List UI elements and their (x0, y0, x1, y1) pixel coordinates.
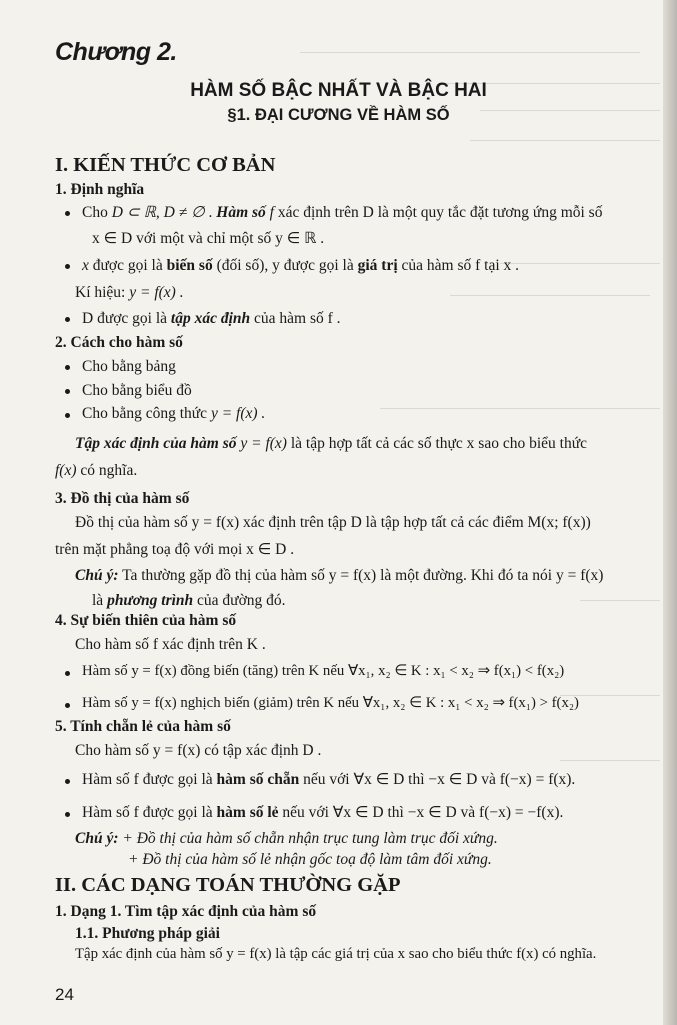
decreasing-rule: Hàm số y = f(x) nghịch biến (giảm) trên K nếu ∀x₁, x₂ ∈ K : x₁ < x₂ ⇒ f(x₁) > f(x₂) (82, 695, 579, 711)
method-item-chart: Cho bằng biểu đồ (82, 382, 192, 399)
method-item-table: Cho bằng bảng (82, 358, 176, 375)
bullet-icon (65, 779, 70, 784)
graph-note-line-2: là phương trình của đường đó. (92, 592, 286, 609)
definition-bullet-3: D được gọi là tập xác định của hàm số f . (82, 310, 341, 327)
chapter-label: Chương 2. (55, 38, 177, 66)
parity-note-2: + Đồ thị của hàm số lẻ nhận gốc toạ độ làm tâm đối xứng. (128, 851, 492, 868)
page-number: 24 (55, 985, 74, 1004)
parity-heading: 5. Tính chẵn lẻ của hàm số (55, 718, 231, 735)
section-2-heading: II. CÁC DẠNG TOÁN THƯỜNG GẶP (55, 874, 401, 896)
definition-heading: 1. Định nghĩa (55, 181, 145, 198)
notation-line: Kí hiệu: y = f(x) . (75, 284, 184, 301)
even-function-rule: Hàm số f được gọi là hàm số chẵn nếu với ∀x ∈ D thì −x ∈ D và f(−x) = f(x). (82, 771, 576, 788)
method-heading: 1.1. Phương pháp giải (75, 925, 220, 942)
monotonicity-heading: 4. Sự biến thiên của hàm số (55, 612, 237, 629)
function-methods-heading: 2. Cách cho hàm số (55, 334, 183, 351)
graph-paragraph-line-2: trên mặt phẳng toạ độ với mọi x ∈ D . (55, 541, 295, 558)
page-subtitle: §1. ĐẠI CƯƠNG VỀ HÀM SỐ (227, 106, 450, 124)
definition-bullet-2: x được gọi là biến số (đối số), y được gọi là giá trị của hàm số f tại x . (82, 257, 520, 274)
bullet-icon (65, 812, 70, 817)
domain-note: Tập xác định của hàm số y = f(x) là tập hợp tất cả các số thực x sao cho biểu thức (75, 435, 587, 452)
bullet-icon (65, 211, 70, 216)
odd-function-rule: Hàm số f được gọi là hàm số lẻ nếu với ∀x ∈ D thì −x ∈ D và f(−x) = −f(x). (82, 804, 564, 821)
bullet-icon (65, 671, 70, 676)
bullet-icon (65, 413, 70, 418)
bullet-icon (65, 317, 70, 322)
bullet-icon (65, 703, 70, 708)
bullet-icon (65, 389, 70, 394)
graph-note: Chú ý: Ta thường gặp đồ thị của hàm số y = f(x) là một đường. Khi đó ta nói y = f(x) (75, 567, 604, 584)
increasing-rule: Hàm số y = f(x) đồng biến (tăng) trên K nếu ∀x₁, x₂ ∈ K : x₁ < x₂ ⇒ f(x₁) < f(x₂) (82, 663, 565, 679)
definition-bullet-1: Cho D ⊂ ℝ, D ≠ ∅ . Hàm số f xác định trên D là một quy tắc đặt tương ứng mỗi số (82, 204, 603, 221)
graph-heading: 3. Đồ thị của hàm số (55, 490, 190, 507)
bullet-icon (65, 365, 70, 370)
definition-bullet-1-line-2: x ∈ D với một và chỉ một số y ∈ ℝ . (92, 230, 325, 247)
parity-note-1: Chú ý: + Đồ thị của hàm số chẵn nhận trục tung làm trục đối xứng. (75, 830, 498, 847)
monotonicity-intro: Cho hàm số f xác định trên K . (75, 636, 266, 653)
method-text: Tập xác định của hàm số y = f(x) là tập các giá trị của x sao cho biểu thức f(x) có nghĩa. (75, 946, 597, 962)
domain-note-line-2: f(x) có nghĩa. (55, 462, 138, 479)
page-edge-shadow (663, 0, 677, 1025)
method-item-formula: Cho bằng công thức y = f(x) . (82, 405, 266, 422)
parity-intro: Cho hàm số y = f(x) có tập xác định D . (75, 742, 322, 759)
bullet-icon (65, 264, 70, 269)
type-1-heading: 1. Dạng 1. Tìm tập xác định của hàm số (55, 903, 317, 920)
section-1-heading: I. KIẾN THỨC CƠ BẢN (55, 154, 276, 176)
graph-paragraph-line-1: Đồ thị của hàm số y = f(x) xác định trên tập D là tập hợp tất cả các điểm M(x; f(x)) (75, 514, 591, 531)
page-title: HÀM SỐ BẬC NHẤT VÀ BẬC HAI (190, 80, 487, 101)
